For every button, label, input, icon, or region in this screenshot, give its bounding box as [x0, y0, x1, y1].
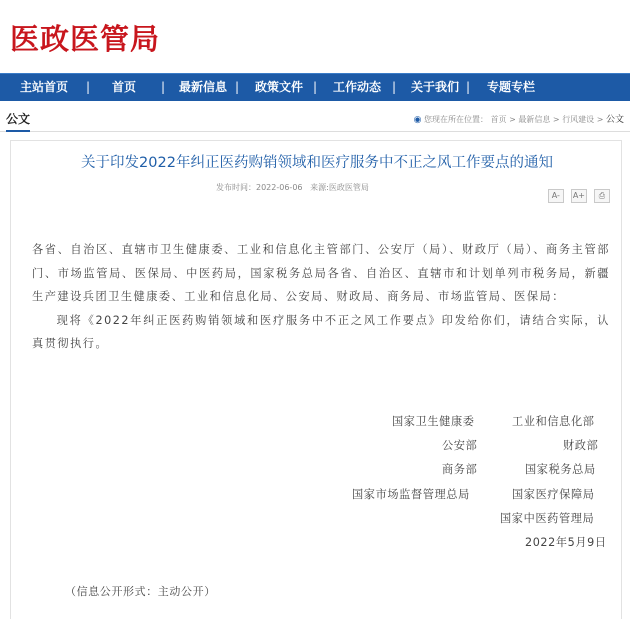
signatory: 公安部	[442, 439, 478, 452]
article-body	[32, 238, 610, 356]
article-paragraph: 现将《2022年纠正医药购销领域和医疗服务中不正之风工作要点》印发给你们，请结合实际，认真贯彻执行。	[32, 313, 610, 351]
document-date: 2022年5月9日	[525, 536, 607, 549]
section-bar	[0, 110, 630, 134]
nav-item-policy[interactable]: 政策文件	[255, 80, 304, 94]
breadcrumb-separator: >	[594, 115, 604, 124]
publish-label: 发布时间：	[216, 183, 256, 192]
article-panel	[10, 140, 622, 619]
breadcrumb-conduct[interactable]: 行风建设	[562, 115, 595, 124]
divider	[0, 131, 630, 132]
article-tools	[546, 183, 610, 203]
location-pin-icon: ◉	[413, 115, 422, 125]
font-decrease-button[interactable]: A-	[548, 189, 564, 203]
article-paragraph: 各省、自治区、直辖市卫生健康委、工业和信息化主管部门、公安厅（局）、财政厅（局）、商务主管部门、市场监管局、医保局、中医药局，国家税务总局各省、自治区、直辖市和计划单列市税务局，新疆生产建设兵团卫生健康委、工业和信息化局、公安局、财政局、商务局、市场监管局、医保局：	[32, 243, 610, 304]
breadcrumb-current: 公文	[605, 115, 624, 125]
breadcrumb-prefix: 您现在所在位置：	[424, 115, 489, 124]
site-header	[0, 0, 630, 73]
section-tag: 公文	[6, 110, 30, 132]
signatory: 工业和信息化部	[512, 415, 595, 428]
breadcrumb-separator: >	[550, 115, 560, 124]
print-icon[interactable]: ⎙	[594, 189, 610, 203]
nav-item-latest[interactable]: 最新信息	[179, 80, 228, 94]
nav-item-work[interactable]: 工作动态	[333, 80, 382, 94]
main-nav	[0, 73, 630, 101]
nav-separator: |	[235, 80, 240, 94]
nav-separator: |	[392, 80, 397, 94]
signatory: 国家卫生健康委	[392, 415, 475, 428]
publish-date: 2022-06-06	[256, 183, 303, 192]
breadcrumb	[414, 112, 624, 125]
site-logo-title[interactable]: 医政医管局	[10, 22, 161, 56]
signatory: 国家中医药管理局	[500, 512, 595, 525]
signatory: 国家市场监督管理总局	[352, 488, 470, 501]
breadcrumb-latest[interactable]: 最新信息	[518, 115, 551, 124]
nav-item-main-home[interactable]: 主站首页	[20, 80, 69, 94]
signatory: 财政部	[563, 439, 599, 452]
nav-item-topics[interactable]: 专题专栏	[487, 80, 536, 94]
nav-separator: |	[161, 80, 166, 94]
nav-separator: |	[466, 80, 471, 94]
signatory: 国家税务总局	[525, 463, 596, 476]
nav-item-home[interactable]: 首页	[112, 80, 137, 94]
signatory: 国家医疗保障局	[512, 488, 595, 501]
breadcrumb-home[interactable]: 首页	[490, 115, 507, 124]
source-label: 来源:	[310, 183, 329, 192]
nav-separator: |	[313, 80, 318, 94]
article-meta	[216, 182, 369, 193]
disclosure-note: （信息公开形式：主动公开）	[65, 585, 216, 598]
font-increase-button[interactable]: A+	[571, 189, 587, 203]
nav-separator: |	[86, 80, 91, 94]
article-title: 关于印发2022年纠正医药购销领域和医疗服务中不正之风工作要点的通知	[81, 155, 553, 171]
signatory: 商务部	[442, 463, 478, 476]
source-value: 医政医管局	[328, 183, 369, 192]
breadcrumb-separator: >	[506, 115, 516, 124]
nav-item-about[interactable]: 关于我们	[411, 80, 460, 94]
